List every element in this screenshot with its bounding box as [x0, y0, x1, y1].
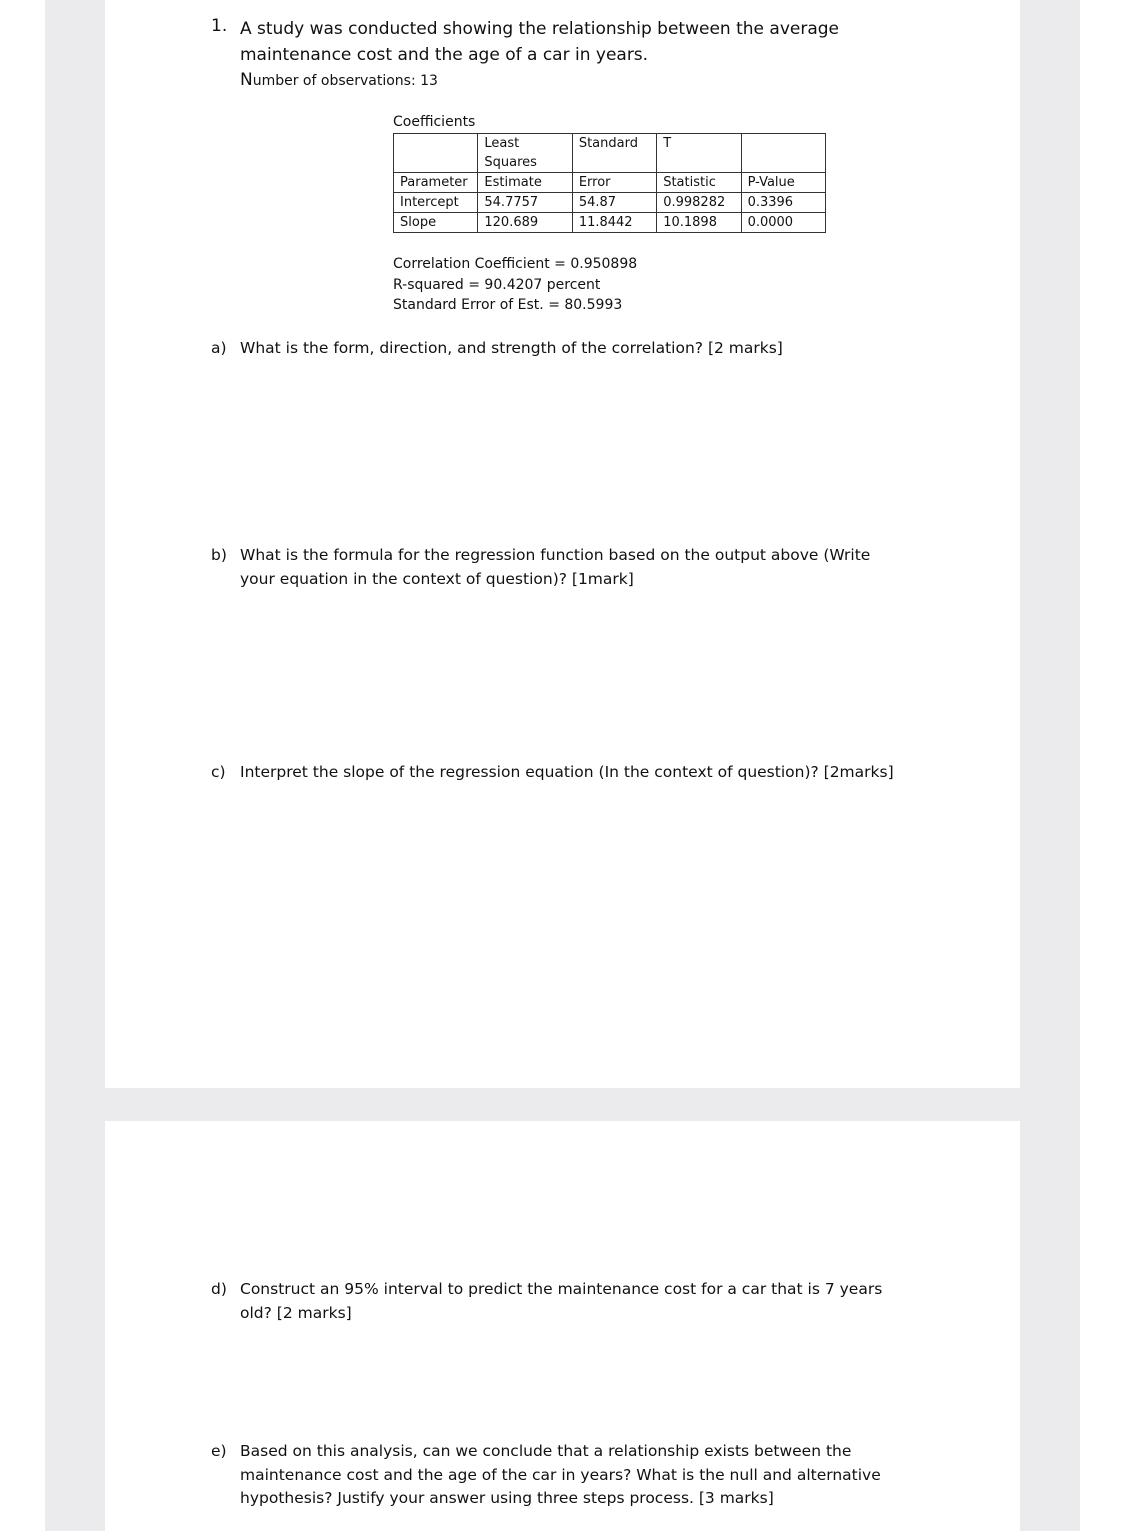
part-letter: d): [211, 1280, 227, 1298]
table-header-cell: Error: [572, 173, 656, 193]
part-text: What is the form, direction, and strength of the correlation? [2 marks]: [240, 339, 783, 357]
part-text: Based on this analysis, can we conclude that a relationship exists between the maintenance cost and the age of the car in years? What is the null and alternative hypothesis? Justify your answer using three steps process. [3 marks]: [240, 1442, 881, 1507]
correlation-coefficient: Correlation Coefficient = 0.950898: [393, 256, 638, 272]
table-header-cell: Standard: [572, 134, 656, 173]
table-header-cell: P-Value: [741, 173, 825, 193]
question-intro: [240, 16, 840, 68]
table-cell: Intercept: [394, 193, 478, 213]
table-cell: 0.0000: [741, 213, 825, 233]
table-header-cell: [741, 134, 825, 173]
table-header-cell: [394, 134, 478, 173]
table-cell: 10.1898: [657, 213, 741, 233]
part-letter: b): [211, 546, 227, 564]
observations-text: umber of observations: 13: [252, 73, 438, 89]
table-header-cell: T: [657, 134, 741, 173]
regression-stats: [393, 254, 637, 316]
table-cell: 0.3396: [741, 193, 825, 213]
table-cell: 120.689: [478, 213, 572, 233]
table-cell: 54.87: [572, 193, 656, 213]
table-header-cell: Estimate: [478, 173, 572, 193]
table-cell: Slope: [394, 213, 478, 233]
part-letter: e): [211, 1442, 227, 1460]
observations-initial: N: [240, 70, 253, 90]
table-header-cell: Parameter: [394, 173, 478, 193]
part-text: What is the formula for the regression function based on the output above (Write your equation in the context of question)? [1mark]: [240, 546, 871, 588]
table-row: [394, 193, 826, 213]
table-header-row: [394, 173, 826, 193]
table-header-cell: Statistic: [657, 173, 741, 193]
table-cell: 54.7757: [478, 193, 572, 213]
coefficients-table: [393, 133, 826, 233]
table-row: [394, 213, 826, 233]
r-squared: R-squared = 90.4207 percent: [393, 276, 601, 293]
table-header-cell: Least Squares: [478, 134, 572, 173]
table-cell: 11.8442: [572, 213, 656, 233]
part-letter: c): [211, 763, 226, 781]
table-header-row: [394, 134, 826, 173]
part-text: Interpret the slope of the regression equation (In the context of question)? [2marks]: [240, 763, 894, 781]
coefficients-title: Coefficients: [393, 114, 476, 130]
question-number: 1.: [211, 16, 228, 36]
question-intro-line-1: A study was conducted showing the relationship between the average: [240, 19, 839, 39]
standard-error-estimate: Standard Error of Est. = 80.5993: [393, 297, 623, 313]
table-cell: 0.998282: [657, 193, 741, 213]
part-text: Construct an 95% interval to predict the maintenance cost for a car that is 7 years old? [2 marks]: [240, 1280, 883, 1322]
observations-count: [240, 70, 438, 90]
part-letter: a): [211, 339, 227, 357]
question-intro-line-2: maintenance cost and the age of a car in years.: [240, 45, 649, 65]
